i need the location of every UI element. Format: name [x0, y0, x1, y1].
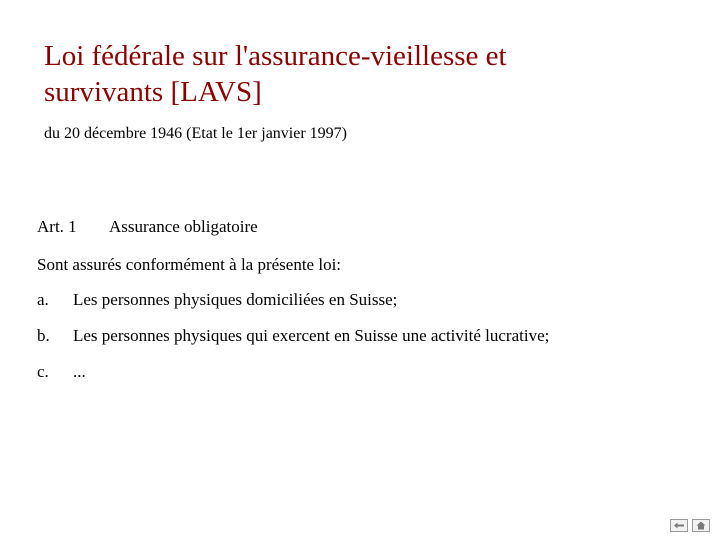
list-text: Les personnes physiques domiciliées en Suisse; [73, 290, 398, 309]
list-marker: b. [37, 326, 50, 345]
article-heading [37, 216, 258, 238]
title-line-1: Loi fédérale sur l'assurance-vieillesse et [44, 40, 507, 72]
list-text: Les personnes physiques qui exercent en Suisse une activité lucrative; [73, 326, 550, 345]
intro-text: Sont assurés conformément à la présente loi: [37, 255, 342, 274]
home-button[interactable] [692, 519, 710, 532]
list-item [37, 325, 549, 347]
slide-navigation [670, 519, 710, 532]
list-item [37, 289, 397, 311]
document-subtitle: du 20 décembre 1946 (Etat le 1er janvier 1997) [44, 125, 347, 142]
article-number: Art. 1 [37, 217, 77, 236]
article-title: Assurance obligatoire [109, 217, 258, 236]
back-button[interactable] [670, 519, 688, 532]
back-arrow-icon [673, 522, 685, 529]
list-item [37, 361, 86, 383]
document-title [44, 38, 684, 110]
list-text: ... [73, 362, 86, 381]
list-marker: c. [37, 362, 49, 381]
title-line-2: survivants [LAVS] [44, 76, 262, 108]
list-marker: a. [37, 290, 49, 309]
home-icon [696, 521, 706, 530]
